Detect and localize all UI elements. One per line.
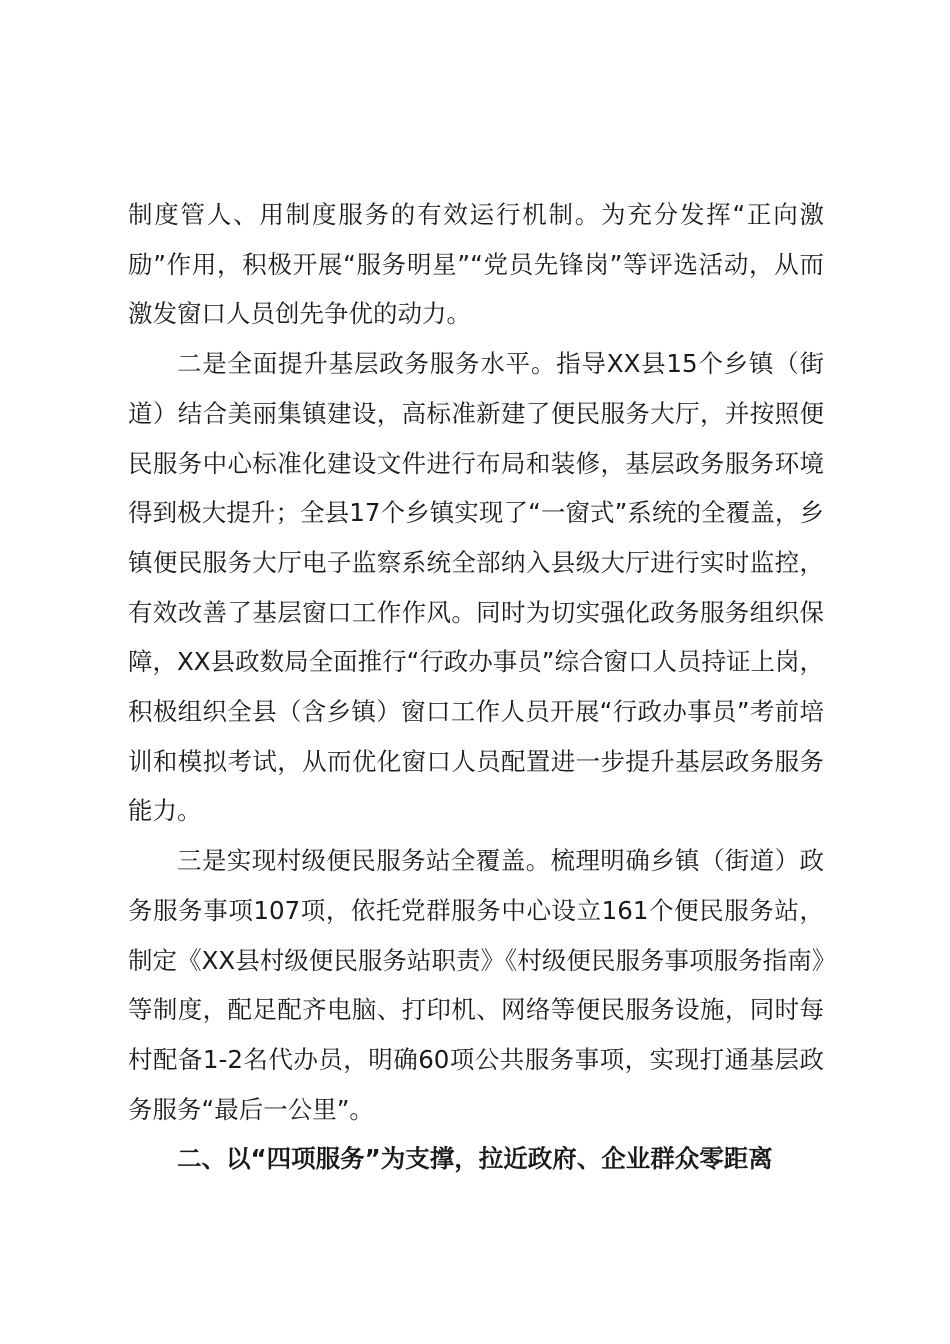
paragraph-village-stations: 三是实现村级便民服务站全覆盖。梳理明确乡镇（街道）政务服务事项107项，依托党群服务中心设立161个便民服务站，制定《XX县村级便民服务站职责》《村级便民服务事项服务指南》等制度，配足配齐电脑、打印机、网络等便民服务设施，同时每村配备1-2名代办员，明确60项公共服务事项，实现打通基层政务服务“最后一公里”。 bbox=[128, 846, 824, 1124]
paragraph-grassroots-service: 二是全面提升基层政务服务水平。指导XX县15个乡镇（街道）结合美丽集镇建设，高标准新建了便民服务大厅，并按照便民服务中心标准化建设文件进行布局和装修，基层政务服务环境得到极大提升；全县17个乡镇实现了“一窗式”系统的全覆盖，乡镇便民服务大厅电子监察系统全部纳入县级大厅进行实时监控，有效改善了基层窗口工作作风。同时为切实强化政务服务组织保障，XX县政数局全面推行“行政办事员”综合窗口人员持证上岗，积极组织全县（含乡镇）窗口工作人员开展“行政办事员”考前培训和模拟考试，从而优化窗口人员配置进一步提升基层政务服务能力。 bbox=[128, 349, 824, 826]
section-heading: 二、以“四项服务”为支撑，拉近政府、企业群众零距离 bbox=[177, 1144, 773, 1174]
document-body bbox=[128, 190, 824, 1184]
paragraph-continuation: 制度管人、用制度服务的有效运行机制。为充分发挥“正向激励”作用，积极开展“服务明星”“党员先锋岗”等评选活动，从而激发窗口人员创先争优的动力。 bbox=[128, 200, 824, 329]
